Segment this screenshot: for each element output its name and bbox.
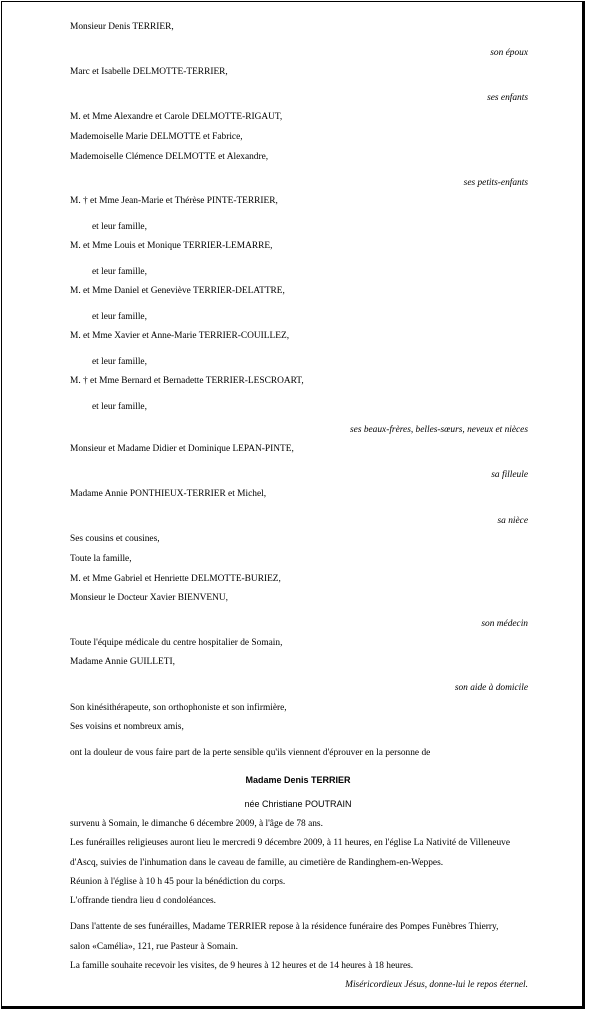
line-niece: Madame Annie PONTHIEUX-TERRIER et Michel, [70,489,267,499]
line-sibling-2: M. et Mme Louis et Monique TERRIER-LEMARRE, [70,241,273,251]
announcement-sentence: ont la douleur de vous faire part de la perte sensible qu'ils viennent d'éprouver en la personne de [70,748,431,758]
role-label-children: ses enfants [487,93,528,103]
line-doctor: Monsieur le Docteur Xavier BIENVENU, [70,593,229,603]
line-sibling-1: M. † et Mme Jean-Marie et Thérèse PINTE-TERRIER, [70,196,278,206]
repose-details-1: Dans l'attente de ses funérailles, Madame TERRIER repose à la résidence funéraire des Pompes Funèbres Thierry, [70,922,499,932]
line-carers: Son kinésithérapeute, son orthophoniste et son infirmière, [70,703,287,713]
line-cousins: Ses cousins et cousines, [70,534,160,544]
line-grandchild-2: Mademoiselle Marie DELMOTTE et Fabrice, [70,132,243,142]
role-label-husband: son époux [490,48,528,58]
gathering-details: Réunion à l'église à 10 h 45 pour la bénédiction du corps. [70,877,286,887]
visiting-hours: La famille souhaite recevoir les visites, de 9 heures à 12 heures et de 14 heures à 18 heures. [70,961,414,971]
repose-details-2: salon «Camélia», 121, rue Pasteur à Somain. [70,942,238,952]
funeral-details-2: d'Ascq, suivies de l'inhumation dans le caveau de famille, au cimetière de Randinghem-en-Weppes. [70,858,444,868]
line-goddaughter: Monsieur et Madame Didier et Dominique LEPAN-PINTE, [70,444,294,454]
role-label-goddaughter: sa filleule [491,470,528,480]
line-home-help: Madame Annie GUILLETI, [70,657,175,667]
line-sibling-4-family: et leur famille, [92,357,147,367]
closing-prayer: Miséricordieux Jésus, donne-lui le repos éternel. [345,980,528,990]
line-husband: Monsieur Denis TERRIER, [70,22,174,32]
line-delmotte-buriez: M. et Mme Gabriel et Henriette DELMOTTE-BURIEZ, [70,574,281,584]
offering-note: L'offrande tiendra lieu d condoléances. [70,896,216,906]
death-details: survenu à Somain, le dimanche 6 décembre 2009, à l'âge de 78 ans. [70,819,323,829]
line-grandchild-3: Mademoiselle Clémence DELMOTTE et Alexandre, [70,152,269,162]
funeral-details-1: Les funérailles religieuses auront lieu le mercredi 9 décembre 2009, à 11 heures, en l'église La Nativité de Villeneuve [70,838,511,848]
role-label-niece: sa nièce [497,516,528,526]
role-label-grandchildren: ses petits-enfants [463,178,528,188]
line-children: Marc et Isabelle DELMOTTE-TERRIER, [70,67,228,77]
line-neighbours: Ses voisins et nombreux amis, [70,722,184,732]
line-sibling-5: M. † et Mme Bernard et Bernadette TERRIER-LESCROART, [70,376,304,386]
deceased-name: Madame Denis TERRIER [245,775,351,785]
line-medical-team: Toute l'équipe médicale du centre hospitalier de Somain, [70,638,283,648]
line-sibling-1-family: et leur famille, [92,222,147,232]
line-sibling-3-family: et leur famille, [92,312,147,322]
line-sibling-3: M. et Mme Daniel et Geneviève TERRIER-DELATTRE, [70,286,285,296]
line-sibling-5-family: et leur famille, [92,402,147,412]
role-label-in-laws: ses beaux-frères, belles-sœurs, neveux et nièces [350,425,528,435]
role-label-home-help: son aide à domicile [454,683,528,693]
line-sibling-4: M. et Mme Xavier et Anne-Marie TERRIER-COUILLEZ, [70,331,290,341]
line-sibling-2-family: et leur famille, [92,267,147,277]
deceased-maiden-name: née Christiane POUTRAIN [244,799,352,809]
role-label-doctor: son médecin [481,619,528,629]
line-family: Toute la famille, [70,554,132,564]
line-grandchild-1: M. et Mme Alexandre et Carole DELMOTTE-RIGAUT, [70,112,283,122]
